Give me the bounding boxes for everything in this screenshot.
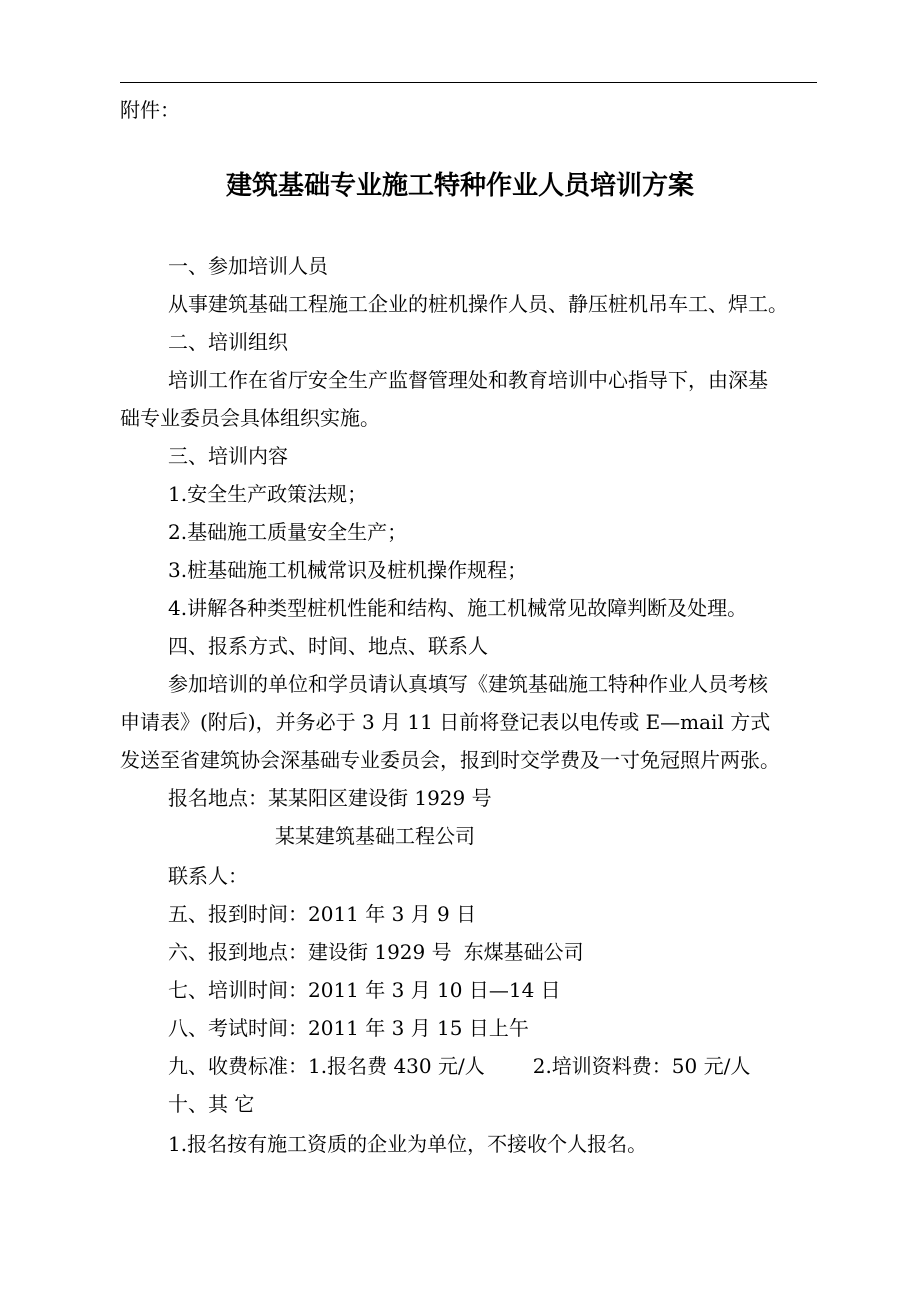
report-location-company: 东煤基础公司 [463,940,584,964]
training-time [168,976,561,1004]
section-4-body-line-2: 申请表》(附后)，并务必于 3 月 11 日前将登记表以电传或 E—mail 方式 [120,710,771,734]
section-10-item-1: 1.报名按有施工资质的企业为单位，不接收个人报名。 [168,1132,648,1156]
attachment-label: 附件： [120,98,180,122]
section-1-heading: 一、参加培训人员 [168,254,328,278]
fee-registration: 1.报名费 430 元/人 [308,1054,485,1078]
section-3-heading: 三、培训内容 [168,444,288,468]
report-location-label: 六、报到地点： [168,940,308,964]
section-3-item-4: 4.讲解各种类型桩机性能和结构、施工机械常见故障判断及处理。 [168,596,748,620]
section-4-body-line-3: 发送至省建筑协会深基础专业委员会，报到时交学费及一寸免冠照片两张。 [120,748,780,772]
fee-materials: 2.培训资料费：50 元/人 [532,1054,751,1078]
report-time-label: 五、报到时间： [168,902,308,926]
section-2-body-line-2: 础专业委员会具体组织实施。 [120,406,380,430]
section-4-heading: 四、报系方式、时间、地点、联系人 [168,634,488,658]
section-2-body-line-1: 培训工作在省厅安全生产监督管理处和教育培训中心指导下，由深基 [168,368,768,392]
registration-location-label: 报名地点： [168,786,268,810]
section-10-heading: 十、其 它 [168,1092,255,1116]
contact-label: 联系人： [168,864,248,888]
fee-standard [168,1052,750,1080]
exam-time-label: 八、考试时间： [168,1016,308,1040]
report-location [168,938,584,966]
section-3-item-2: 2.基础施工质量安全生产； [168,520,408,544]
section-2-heading: 二、培训组织 [168,330,288,354]
fee-standard-label: 九、收费标准： [168,1054,308,1078]
document-title: 建筑基础专业施工特种作业人员培训方案 [225,171,694,201]
registration-location-address: 某某阳区建设街 1929 号 [268,786,492,810]
section-3-item-3: 3.桩基础施工机械常识及桩机操作规程； [168,558,528,582]
section-3-item-1: 1.安全生产政策法规； [168,482,368,506]
exam-time-value: 2011 年 3 月 15 日上午 [308,1016,529,1040]
report-time-value: 2011 年 3 月 9 日 [308,902,477,926]
registration-location-company: 某某建筑基础工程公司 [275,824,475,848]
section-4-body-line-1: 参加培训的单位和学员请认真填写《建筑基础施工特种作业人员考核 [168,672,768,696]
training-time-label: 七、培训时间： [168,978,308,1002]
training-time-value: 2011 年 3 月 10 日—14 日 [308,978,561,1002]
header-rule [120,82,817,83]
exam-time [168,1014,529,1042]
registration-location [168,784,492,812]
section-1-body: 从事建筑基础工程施工企业的桩机操作人员、静压桩机吊车工、焊工。 [168,292,788,316]
report-time [168,900,476,928]
report-location-address: 建设街 1929 号 [308,940,452,964]
